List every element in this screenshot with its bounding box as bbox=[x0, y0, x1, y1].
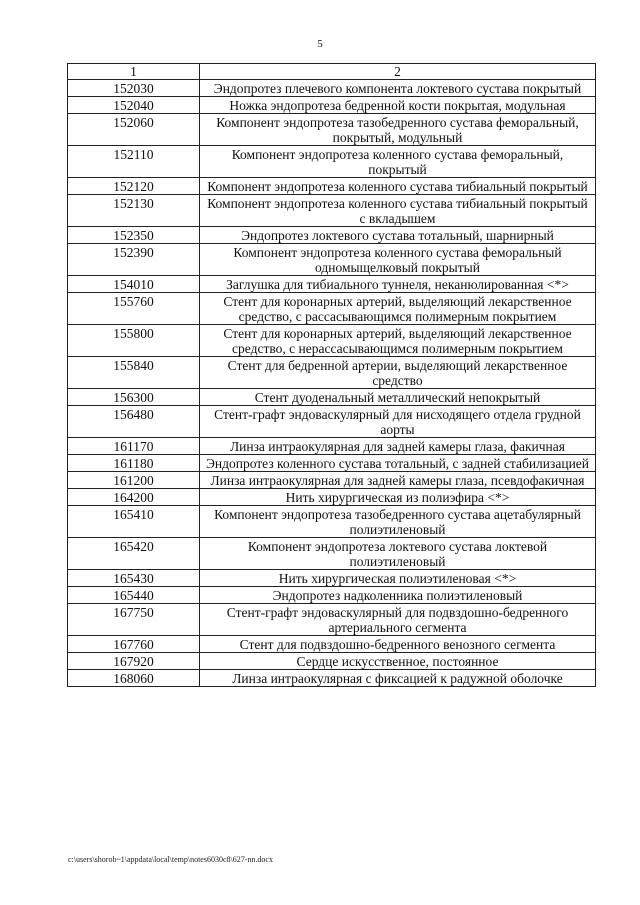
table-row bbox=[68, 276, 596, 293]
row-code: 167760 bbox=[68, 636, 200, 653]
row-device-name: Сердце искусственное, постоянное bbox=[200, 653, 596, 670]
table-row bbox=[68, 293, 596, 325]
table-row bbox=[68, 472, 596, 489]
table-row bbox=[68, 489, 596, 506]
row-code: 168060 bbox=[68, 670, 200, 687]
row-device-name: Стент-графт эндоваскулярный для подвздошно-бедренного артериального сегмента bbox=[200, 604, 596, 636]
row-code: 154010 bbox=[68, 276, 200, 293]
table-row bbox=[68, 357, 596, 389]
row-code: 167920 bbox=[68, 653, 200, 670]
table-row bbox=[68, 604, 596, 636]
row-code: 152120 bbox=[68, 178, 200, 195]
table-row bbox=[68, 587, 596, 604]
row-device-name: Нить хирургическая из полиэфира <*> bbox=[200, 489, 596, 506]
row-device-name: Эндопротез коленного сустава тотальный, с задней стабилизацией bbox=[200, 455, 596, 472]
row-code: 165420 bbox=[68, 538, 200, 570]
row-device-name: Эндопротез надколенника полиэтиленовый bbox=[200, 587, 596, 604]
table-row bbox=[68, 227, 596, 244]
table-row bbox=[68, 455, 596, 472]
row-code: 164200 bbox=[68, 489, 200, 506]
row-code: 155760 bbox=[68, 293, 200, 325]
row-device-name: Ножка эндопротеза бедренной кости покрытая, модульная bbox=[200, 97, 596, 114]
row-device-name: Компонент эндопротеза коленного сустава феморальный одномыщелковый покрытый bbox=[200, 244, 596, 276]
row-code: 152060 bbox=[68, 114, 200, 146]
row-device-name: Эндопротез плечевого компонента локтевого сустава покрытый bbox=[200, 80, 596, 97]
row-device-name: Стент-графт эндоваскулярный для нисходящего отдела грудной аорты bbox=[200, 406, 596, 438]
row-device-name: Эндопротез локтевого сустава тотальный, шарнирный bbox=[200, 227, 596, 244]
header-row bbox=[68, 64, 596, 80]
row-code: 155800 bbox=[68, 325, 200, 357]
table-row bbox=[68, 389, 596, 406]
row-code: 165410 bbox=[68, 506, 200, 538]
row-code: 152390 bbox=[68, 244, 200, 276]
row-code: 161170 bbox=[68, 438, 200, 455]
row-device-name: Линза интраокулярная с фиксацией к радужной оболочке bbox=[200, 670, 596, 687]
row-code: 155840 bbox=[68, 357, 200, 389]
row-device-name: Компонент эндопротеза коленного сустава феморальный, покрытый bbox=[200, 146, 596, 178]
row-code: 152030 bbox=[68, 80, 200, 97]
table-row bbox=[68, 244, 596, 276]
footer-file-path: c:\users\shorob~1\appdata\local\temp\notes6030c8\627-nn.docx bbox=[68, 855, 273, 864]
table-row bbox=[68, 636, 596, 653]
table-row bbox=[68, 178, 596, 195]
table-row bbox=[68, 114, 596, 146]
row-device-name: Компонент эндопротеза локтевого сустава локтевой полиэтиленовый bbox=[200, 538, 596, 570]
row-device-name: Стент для подвздошно-бедренного венозного сегмента bbox=[200, 636, 596, 653]
row-code: 161180 bbox=[68, 455, 200, 472]
row-code: 156480 bbox=[68, 406, 200, 438]
table-row bbox=[68, 80, 596, 97]
row-code: 152350 bbox=[68, 227, 200, 244]
row-code: 152040 bbox=[68, 97, 200, 114]
row-device-name: Стент дуоденальный металлический непокрытый bbox=[200, 389, 596, 406]
row-code: 165440 bbox=[68, 587, 200, 604]
table-row bbox=[68, 97, 596, 114]
row-device-name: Линза интраокулярная для задней камеры глаза, факичная bbox=[200, 438, 596, 455]
row-device-name: Компонент эндопротеза коленного сустава тибиальный покрытый с вкладышем bbox=[200, 195, 596, 227]
row-device-name: Компонент эндопротеза тазобедренного сустава феморальный, покрытый, модульный bbox=[200, 114, 596, 146]
table-row bbox=[68, 325, 596, 357]
row-code: 152130 bbox=[68, 195, 200, 227]
table-row bbox=[68, 653, 596, 670]
row-device-name: Стент для коронарных артерий, выделяющий лекарственное средство, с рассасывающимся полимерным покрытием bbox=[200, 293, 596, 325]
table-row bbox=[68, 146, 596, 178]
table-row bbox=[68, 438, 596, 455]
row-code: 167750 bbox=[68, 604, 200, 636]
device-code-table bbox=[67, 63, 596, 687]
table-row bbox=[68, 195, 596, 227]
row-code: 156300 bbox=[68, 389, 200, 406]
table-row bbox=[68, 538, 596, 570]
table-header bbox=[68, 64, 596, 80]
table-body bbox=[68, 80, 596, 687]
row-code: 161200 bbox=[68, 472, 200, 489]
table-row bbox=[68, 506, 596, 538]
row-device-name: Стент для бедренной артерии, выделяющий лекарственное средство bbox=[200, 357, 596, 389]
row-device-name: Заглушка для тибиального туннеля, неканюлированная <*> bbox=[200, 276, 596, 293]
table-row bbox=[68, 570, 596, 587]
page-number: 5 bbox=[317, 38, 323, 50]
row-device-name: Нить хирургическая полиэтиленовая <*> bbox=[200, 570, 596, 587]
row-device-name: Компонент эндопротеза коленного сустава тибиальный покрытый bbox=[200, 178, 596, 195]
row-device-name: Компонент эндопротеза тазобедренного сустава ацетабулярный полиэтиленовый bbox=[200, 506, 596, 538]
table-row bbox=[68, 670, 596, 687]
table-row bbox=[68, 406, 596, 438]
row-device-name: Стент для коронарных артерий, выделяющий лекарственное средство, с нерассасывающимся полимерным покрытием bbox=[200, 325, 596, 357]
column-header-name: 2 bbox=[200, 64, 596, 80]
row-code: 165430 bbox=[68, 570, 200, 587]
column-header-code: 1 bbox=[68, 64, 200, 80]
row-device-name: Линза интраокулярная для задней камеры глаза, псевдофакичная bbox=[200, 472, 596, 489]
row-code: 152110 bbox=[68, 146, 200, 178]
